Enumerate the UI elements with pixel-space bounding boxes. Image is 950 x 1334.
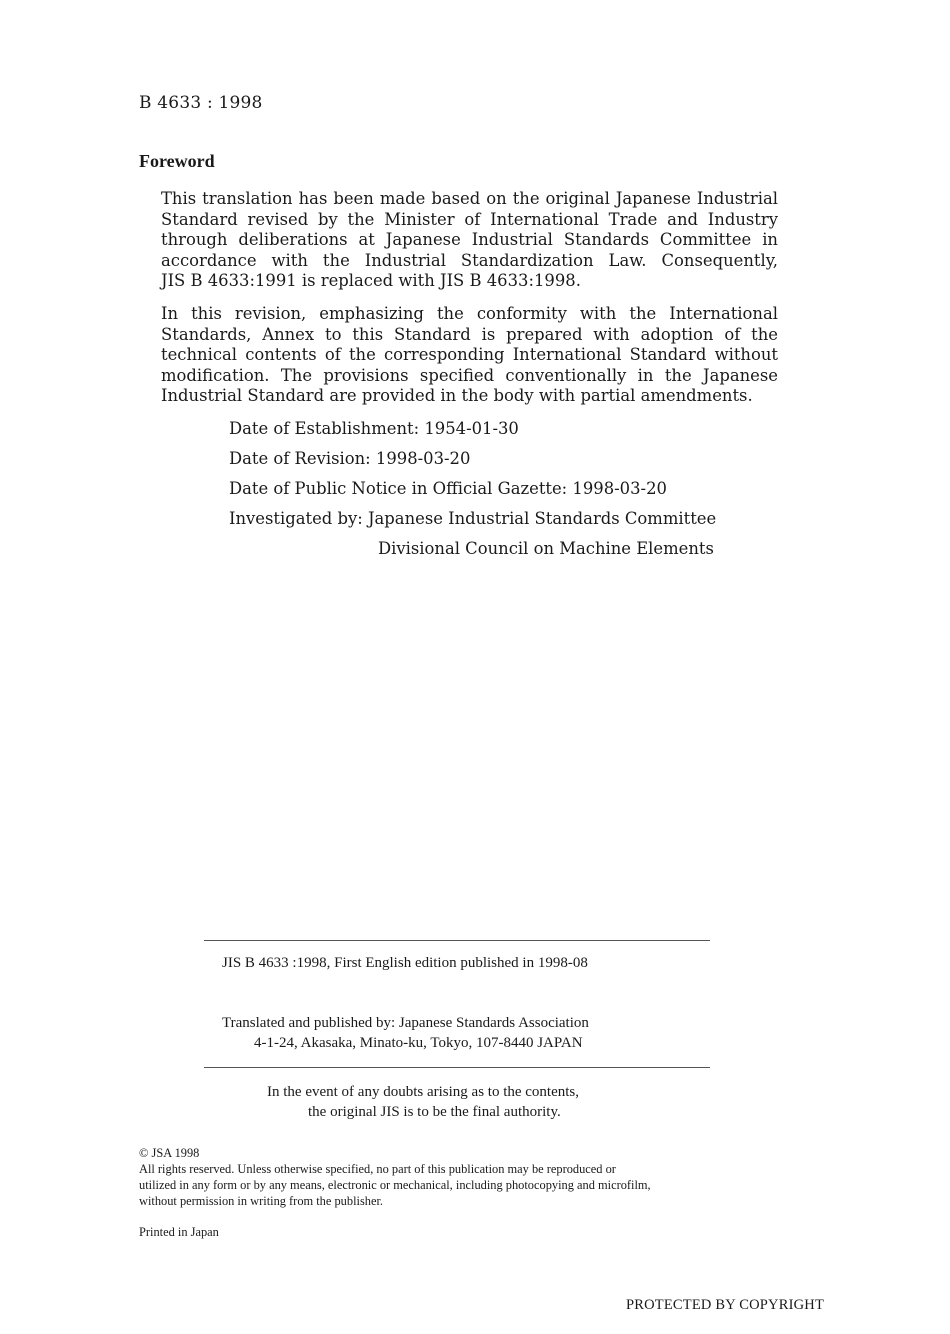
edition-statement: JIS B 4633 :1998, First English edition published in 1998-08 — [222, 955, 588, 971]
divider-top — [204, 940, 710, 941]
foreword-paragraph-2 — [161, 304, 778, 407]
rights-line: All rights reserved. Unless otherwise specified, no part of this publication may be reproduced or — [139, 1162, 616, 1176]
rights-line: without permission in writing from the publisher. — [139, 1194, 384, 1208]
paragraph-line: Standards, Annex to this Standard is prepared with adoption of the — [161, 324, 778, 344]
paragraph-line: Standard revised by the Minister of International Trade and Industry — [161, 209, 778, 229]
rights-reserved — [139, 1161, 651, 1209]
copyright-notice: © JSA 1998 — [139, 1146, 200, 1160]
translated-by: Translated and published by: Japanese Standards Association — [222, 1015, 589, 1031]
publisher-address: 4-1-24, Akasaka, Minato-ku, Tokyo, 107-8440 JAPAN — [254, 1035, 583, 1051]
rights-line: utilized in any form or by any means, electronic or mechanical, including photocopying and microfilm, — [139, 1178, 651, 1192]
paragraph-line: technical contents of the corresponding International Standard without — [161, 345, 778, 365]
date-of-establishment: Date of Establishment: 1954-01-30 — [229, 419, 519, 438]
date-of-revision: Date of Revision: 1998-03-20 — [229, 449, 471, 468]
paragraph-line: Industrial Standard are provided in the body with partial amendments. — [161, 386, 753, 406]
paragraph-line: accordance with the Industrial Standardization Law. Consequently, — [161, 250, 778, 270]
paragraph-line: In this revision, emphasizing the conformity with the International — [161, 304, 778, 323]
divider-bottom — [204, 1067, 710, 1068]
foreword-heading: Foreword — [139, 151, 215, 171]
paragraph-line: JIS B 4633:1991 is replaced with JIS B 4633:1998. — [161, 271, 581, 291]
authority-notice-line-2: the original JIS is to be the final authority. — [308, 1104, 561, 1120]
investigated-by: Investigated by: Japanese Industrial Standards Committee — [229, 509, 717, 528]
paragraph-line: modification. The provisions specified conventionally in the Japanese — [161, 365, 778, 385]
printed-in: Printed in Japan — [139, 1225, 219, 1239]
authority-notice-line-1: In the event of any doubts arising as to the contents, — [267, 1084, 580, 1100]
document-number: B 4633 : 1998 — [139, 93, 263, 113]
paragraph-line: through deliberations at Japanese Industrial Standards Committee in — [161, 230, 778, 250]
foreword-paragraph-1 — [161, 189, 778, 292]
paragraph-line: This translation has been made based on the original Japanese Industrial — [161, 189, 778, 208]
date-of-public-notice: Date of Public Notice in Official Gazette: 1998-03-20 — [229, 479, 667, 498]
investigated-by-council: Divisional Council on Machine Elements — [378, 539, 714, 558]
protected-by-copyright-stamp: PROTECTED BY COPYRIGHT — [625, 1297, 824, 1313]
